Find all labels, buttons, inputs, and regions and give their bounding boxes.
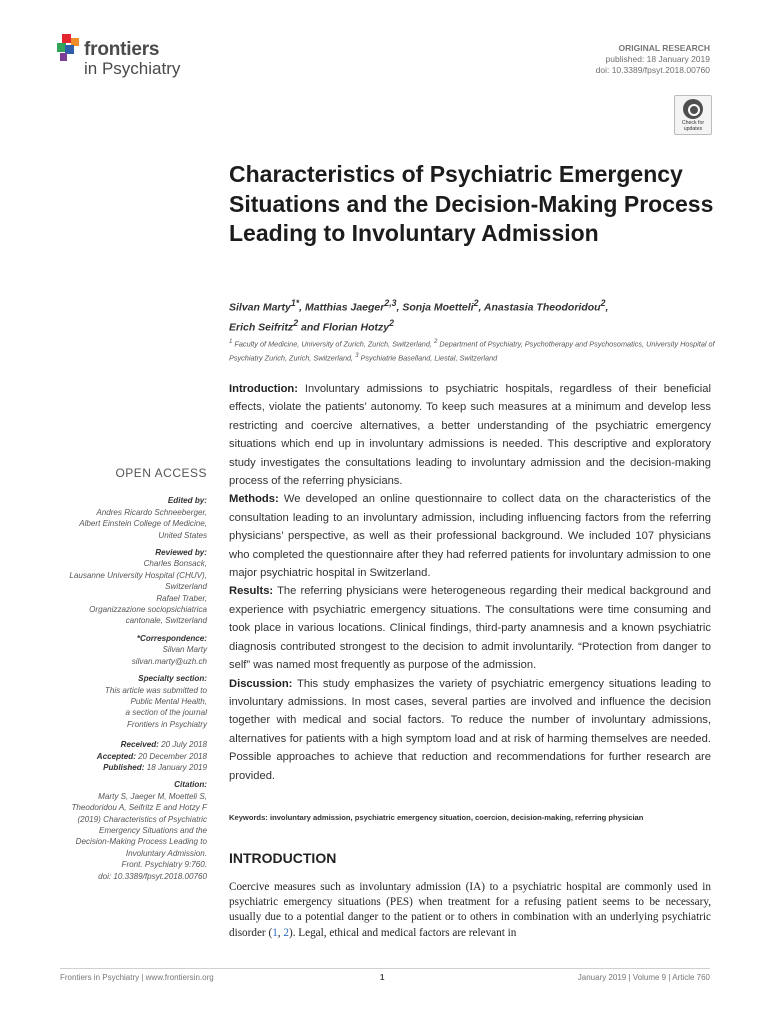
article-doi[interactable]: doi: 10.3389/fpsyt.2018.00760: [595, 65, 710, 75]
author-name[interactable]: Florian Hotzy: [322, 321, 390, 334]
date-value: 20 December 2018: [138, 751, 207, 761]
citation-ref-link[interactable]: 1: [272, 926, 278, 939]
abstract-section-text: This study emphasizes the variety of psychiatric emergency situations leading to involuntary admissions. In most cases, several parties are involved and influence the decision together with medical and social factors. To reduce the number of involuntary admissions, alternatives for patients with a high symptom load and at risk of harming themselves are needed. Possible approaches to achieve that reduction and recommendations for further research are provided.: [229, 677, 711, 782]
correspondence-label: *Correspondence:: [136, 633, 207, 643]
author-name[interactable]: Anastasia Theodoridou: [483, 301, 601, 314]
abstract-section-label: Methods:: [229, 493, 279, 506]
date-label: Published:: [103, 762, 145, 772]
citation-line: (2019) Characteristics of Psychiatric: [77, 814, 207, 824]
article-title: Characteristics of Psychiatric Emergency Situations and the Decision-Making Process Leading to Involuntary Admission: [229, 161, 714, 246]
abstract-section-text: The referring physicians were heterogeneous regarding their medical background and experience with psychiatric emergency situations. The consultations were time consuming and took place in various locations. Clinical findings, third-party anamnesis and a known psychiatric diagnosis contributed strongest to the decision to admit involuntarily. “Protection from danger to self” was named most frequently as purpose of the admission.: [229, 585, 712, 672]
footer-journal-link[interactable]: Frontiers in Psychiatry | www.frontiersin.org: [60, 973, 214, 982]
date-value: 20 July 2018: [161, 740, 207, 750]
frontiers-logo-icon: [57, 34, 81, 62]
abstract-discussion: [229, 675, 711, 785]
editor-line: Albert Einstein College of Medicine,: [79, 519, 207, 529]
affiliation: Psychiatrie Baselland, Liestal, Switzerland: [360, 353, 498, 363]
citation-ref-link[interactable]: 2: [283, 926, 289, 939]
edited-by-label: Edited by:: [167, 496, 207, 506]
specialty-info: [60, 685, 207, 731]
correspondent-email-link[interactable]: silvan.marty@uzh.ch: [131, 656, 207, 666]
correspondence-info: [60, 644, 207, 667]
author-affil-sup: 2: [293, 318, 299, 328]
citation-line: Front. Psychiatry 9:760.: [121, 860, 207, 870]
reviewer-line: Organizzazione sociopsichiatrica: [89, 605, 207, 615]
article-sidebar: [60, 468, 207, 885]
author-name[interactable]: Sonja Moetteli: [402, 301, 474, 314]
specialty-line: This article was submitted to: [104, 685, 207, 695]
reviewer-info: [60, 558, 207, 626]
keywords: [229, 813, 719, 822]
author-list: Silvan Marty$^{1*}$, Matthias Jaeger$^{2,3}$, Sonja Moetteli$^2$, Anastasia Theodoridou$^2$, Erich Seifritz$^2$ and Florian Hotzy$^2$: [229, 298, 609, 334]
publish-date: published: 18 January 2019: [605, 54, 710, 64]
date-label: Received:: [120, 740, 159, 750]
citation-line: Theodoridou A, Seifritz E and Hotzy F: [71, 803, 207, 813]
date-label: Accepted:: [96, 751, 136, 761]
author-name[interactable]: Silvan Marty: [229, 301, 291, 314]
editor-line[interactable]: Andres Ricardo Schneeberger,: [96, 507, 207, 517]
published-date: [60, 762, 207, 773]
reviewer-line[interactable]: Rafael Traber,: [156, 593, 207, 603]
abstract-introduction: [229, 380, 711, 490]
editor-line: United States: [158, 530, 207, 540]
section-heading-introduction: INTRODUCTION: [229, 850, 337, 866]
body-text: ,: [277, 926, 284, 939]
author-affil-sup: 2: [473, 298, 479, 308]
footer-issue-info: January 2019 | Volume 9 | Article 760: [577, 973, 710, 982]
correspondent-name: Silvan Marty: [162, 645, 207, 655]
badge-label: Check for updates: [681, 120, 705, 132]
abstract: [229, 380, 711, 785]
body-text: Coercive measures such as involuntary admission (IA) to a psychiatric hospital are commonly used in psychiatric emergency situations (PES) when treatment for a refusing patient seems to be necessary, usually due to a potential danger to the patient or to others in combination with an underlying psychiatric disorder (: [229, 881, 711, 939]
specialty-line: Frontiers in Psychiatry: [126, 719, 207, 729]
author-affil-sup: 2: [389, 318, 394, 328]
specialty-line: a section of the journal: [125, 708, 207, 718]
article-type: ORIGINAL RESEARCH: [618, 43, 710, 53]
author-name[interactable]: Erich Seifritz: [229, 321, 294, 334]
open-access-label: OPEN ACCESS: [115, 466, 207, 480]
citation-doi-link[interactable]: doi: 10.3389/fpsyt.2018.00760: [98, 871, 207, 881]
page-number: 1: [380, 973, 385, 982]
accepted-date: [60, 751, 207, 762]
abstract-section-label: Results:: [229, 585, 274, 598]
citation-line: Decision-Making Process Leading to: [75, 837, 207, 847]
abstract-results: [229, 582, 711, 674]
citation-line: Involuntary Admission.: [125, 848, 207, 858]
specialty-label: Specialty section:: [138, 674, 207, 684]
reviewer-line: Switzerland: [165, 582, 207, 592]
citation-label: Citation:: [174, 780, 207, 790]
article-dates: [60, 739, 207, 773]
abstract-section-text: We developed an online questionnaire to collect data on the characteristics of the consultation leading to an involuntary admission, including influencing factors from the referring physicians’ perspective, as well as their professional background. We included 107 physicians who completed the questionnaire after they had referred patients for involuntary admission to one major psychiatric hospital in Switzerland.: [229, 493, 711, 580]
journal-name-line2: in Psychiatry: [84, 59, 181, 78]
keywords-label: Keywords:: [229, 813, 268, 822]
reviewer-line[interactable]: Charles Bonsack,: [143, 559, 207, 569]
abstract-methods: [229, 490, 711, 582]
affiliation: Faculty of Medicine, University of Zurich, Zurich, Switzerland,: [234, 339, 432, 349]
journal-logo[interactable]: [57, 34, 197, 82]
received-date: [60, 739, 207, 750]
affiliation: Department of Psychiatry, Psychotherapy and Psychosomatics, University Hospital of Psychiatry Zurich, Zurich, Switzerland,: [229, 339, 715, 363]
abstract-section-label: Introduction:: [229, 383, 298, 395]
reviewed-by-label: Reviewed by:: [155, 548, 207, 558]
introduction-paragraph: [229, 880, 711, 941]
affil-sup: 2: [433, 338, 438, 345]
check-for-updates-badge[interactable]: [674, 95, 712, 135]
article-meta: [596, 43, 710, 76]
specialty-line: Public Mental Health,: [130, 696, 207, 706]
affil-sup: 1: [229, 338, 233, 345]
date-value: 18 January 2019: [146, 762, 207, 772]
author-name[interactable]: Matthias Jaeger: [304, 301, 385, 314]
reviewer-line: cantonale, Switzerland: [125, 616, 207, 626]
editor-info: [60, 507, 207, 541]
author-affil-sup: 1*: [290, 298, 300, 308]
citation-line: Marty S, Jaeger M, Moetteli S,: [98, 791, 207, 801]
keywords-text: involuntary admission, psychiatric emergency situation, coercion, decision-making, referring physician: [269, 813, 644, 822]
update-check-icon: [683, 99, 703, 119]
affiliations: [229, 336, 719, 365]
journal-name-line1: frontiers: [84, 39, 160, 60]
body-text: ). Legal, ethical and medical factors are relevant in: [288, 926, 517, 939]
author-affil-sup: 2,3: [384, 298, 397, 308]
author-affil-sup: 2: [600, 298, 606, 308]
footer-divider: [60, 968, 710, 969]
affil-sup: 3: [355, 352, 359, 360]
citation-info: [60, 791, 207, 882]
reviewer-line: Lausanne University Hospital (CHUV),: [69, 570, 207, 580]
abstract-section-text: Involuntary admissions to psychiatric hospitals, regardless of their beneficial effects, violate the patients’ autonomy. To keep such measures at a minimum and develop less restricting and coercive alternatives, a better understanding of the psychiatric emergency situations which end up in involuntary admissions is needed. This descriptive and exploratory study investigates the consultations leading to involuntary admission and the decision-making process of the referring physicians.: [229, 383, 711, 488]
citation-line: Emergency Situations and the: [99, 825, 207, 835]
abstract-section-label: Discussion:: [229, 677, 293, 690]
